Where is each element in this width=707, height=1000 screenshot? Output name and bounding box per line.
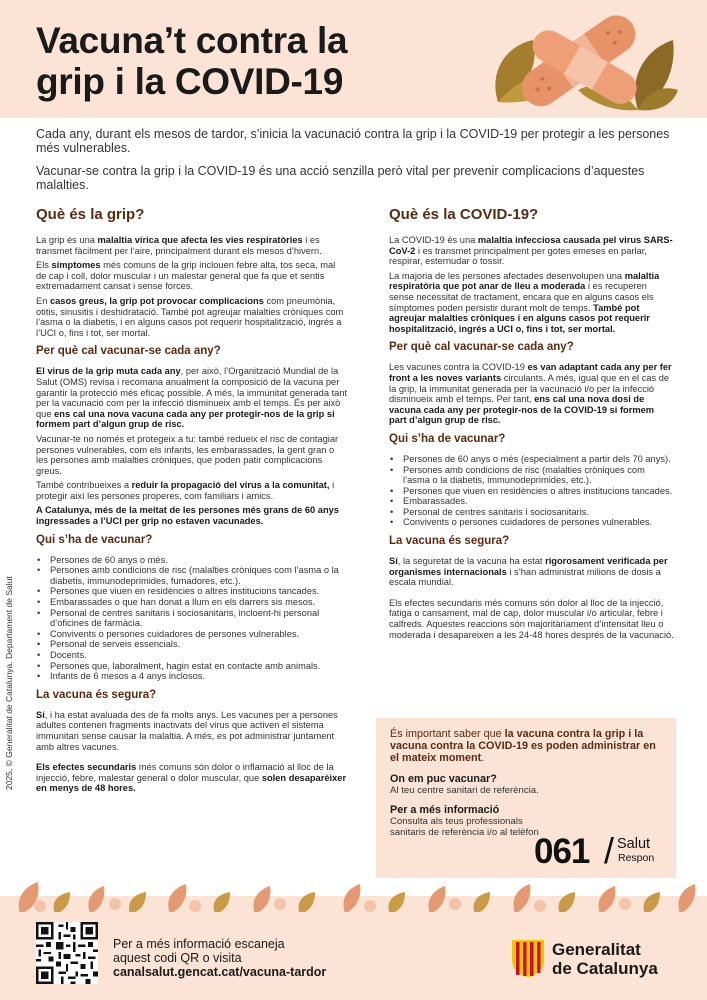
paragraph: A Catalunya, més de la meitat de les persones més grans de 60 anys ingressades a l’UCI per grip no estaven vacunades. bbox=[36, 505, 339, 527]
copyright-credit: 2025, © Generalitat de Catalunya. Departament de Salut bbox=[4, 576, 14, 790]
paragraph: La grip és una malaltia vírica que afecta les vies respiratòries i es transmet fàcilment per l’aire, principalment durant els mesos d’hivern. bbox=[36, 235, 322, 256]
subsection-heading: Per què cal vacunar-se cada any? bbox=[36, 345, 221, 358]
paragraph: També contribueixes a reduir la propagació del virus a la comunitat, i protegir així les persones properes, com familiars i amics. bbox=[36, 480, 335, 501]
salut-respon-sub: Respon bbox=[618, 852, 655, 864]
paragraph: Vacunar-te no només et protegeix a tu: també redueix el risc de contagiar persones vulnerables, com els infants, les embarassades, la gent gran o les persones amb malalties cròniques, que poden patir complicacions greus. bbox=[36, 433, 339, 476]
paragraph: Els efectes secundaris més comuns són dolor o inflamació al lloc de la injecció, febre, malestar general o dolor muscular, que solen desaparèixer en menys de 48 hores. bbox=[36, 762, 347, 794]
list-item: • Persones amb condicions de risc (malalties cròniques com l’asma o la diabetis, immunodeprimides, fumadores, etc.). bbox=[36, 565, 348, 586]
list-item: • Convivents o persones cuidadores de persones vulnerables. bbox=[389, 517, 674, 528]
list-item: • Embarassades. bbox=[389, 496, 674, 507]
paragraph: La majoria de les persones afectades desenvolupen una malaltia respiratòria que pot anar de lleu a moderada i es recuperen sense necessitat de tractament, encara que en alguns casos els símptomes poden persistir durant molt de temps. També pot agreujar malalties cròniques i en alguns casos pot requerir hospitalització, ingrés a UCI o, fins i tot, ser mortal. bbox=[389, 270, 660, 334]
flu-column bbox=[36, 203, 348, 798]
bullet-list bbox=[36, 555, 348, 682]
paragraph: La COVID-19 és una malaltia infecciosa causada pel virus SARS-CoV-2 i es transmet principalment per gotes emeses en parlar, respirar, esternudar o tossir. bbox=[389, 235, 673, 267]
paragraph: En casos greus, la grip pot provocar complicacions com pneumònia, otitis, sinusitis i deshidratació. També pot agreujar malalties cròniques com l’asma o la diabetis, i en alguns casos pot requerir hospitalització, ingrés a l’UCI o, fins i tot, ser mortal. bbox=[36, 295, 344, 338]
info-box bbox=[376, 718, 676, 878]
footer bbox=[0, 912, 707, 1000]
list-item: • Persones que viuen en residències o altres institucions tancades. bbox=[389, 486, 674, 497]
intro-paragraph: Vacunar-se contra la grip i la COVID-19 és una acció senzilla però vital per prevenir complicacions d’aquestes malalties. bbox=[36, 164, 645, 192]
subsection-heading: Qui s’ha de vacunar? bbox=[389, 432, 506, 445]
intro-paragraph: Cada any, durant els mesos de tardor, s’inicia la vacunació contra la grip i la COVID-19 per protegir a les persones més vulnerables. bbox=[36, 127, 670, 155]
list-item: • Persones que viuen en residències o altres institucions tancades. bbox=[36, 586, 348, 597]
list-item: • Persones de 60 anys o més. bbox=[36, 555, 348, 566]
info-highlight: És important saber que la vacuna contra la grip i la vacuna contra la COVID-19 es poden administrar en el mateix moment. bbox=[390, 728, 656, 764]
paragraph: Els símptomes més comuns de la grip inclouen febre alta, tos seca, mal de cap i coll, dolor muscular i un malestar general que fa que et sentis extremadament cansat i sense forces. bbox=[36, 260, 336, 292]
section-heading: Què és la grip? bbox=[36, 206, 145, 223]
salut-respon-word: Salut bbox=[617, 836, 651, 852]
intro-text bbox=[36, 127, 676, 201]
covid-column bbox=[389, 203, 674, 644]
paragraph: El virus de la grip muta cada any, per això, l’Organització Mundial de la Salut (OMS) revisa i recomana anualment la composició de la vacuna per garantir la protecció més eficaç possible. A més, la immunitat generada tant per la vacunació com per la infecció disminueix amb el temps. És per això que ens cal una nova vacuna cada any per protegir-nos de la grip si formem part d’algun grup de risc. bbox=[36, 366, 348, 430]
page-title: Vacuna’t contra la grip i la COVID-19 bbox=[36, 20, 348, 102]
paragraph: Els efectes secundaris més comuns són dolor al lloc de la injecció, fatiga o cansament, mal de cap, dolor muscular i/o articular, febre i calfreds. Aquestes reaccions són majoritàriament d’intensitat lleu o moderada i desapareixen a les 24-48 hores després de la vacunació. bbox=[389, 597, 674, 640]
subsection-heading: Qui s’ha de vacunar? bbox=[36, 533, 153, 546]
info-answer: Consulta als teus professionals sanitaris de referència i/o al telèfon bbox=[390, 816, 539, 838]
info-question: Per a més informació bbox=[390, 804, 500, 816]
subsection-heading: La vacuna és segura? bbox=[389, 535, 510, 548]
info-question: On em puc vacunar? bbox=[390, 773, 497, 785]
bullet-list bbox=[389, 454, 674, 528]
paragraph: Sí, i ha estat avaluada des de fa molts anys. Les vacunes per a persones adultes contenen fragments inactivats del virus que activen el sistema immunitari sense causar la malaltia. A més, es pot administrar juntament amb altres vacunes. bbox=[36, 709, 338, 752]
info-answer: Al teu centre sanitari de referència. bbox=[390, 785, 539, 796]
list-item: • Persones amb condicions de risc (malalties cròniques com l’asma o la diabetis, immunodeprimides, etc.). bbox=[389, 465, 674, 486]
salut-respon-slash: / bbox=[604, 830, 615, 871]
campaign-url-link[interactable]: canalsalut.gencat.cat/vacuna-tardor bbox=[113, 965, 327, 979]
list-item: • Convivents o persones cuidadores de persones vulnerables. bbox=[36, 629, 348, 640]
list-item: • Infants de 6 mesos a 4 anys inclosos. bbox=[36, 671, 348, 682]
header-banner bbox=[0, 0, 707, 118]
generalitat-name: Generalitat de Catalunya bbox=[552, 940, 658, 978]
section-heading: Què és la COVID-19? bbox=[389, 206, 539, 223]
subsection-heading: Per què cal vacunar-se cada any? bbox=[389, 341, 574, 354]
list-item: • Persones de 60 anys o més (especialment a partir dels 70 anys). bbox=[389, 454, 674, 465]
paragraph: Sí, la seguretat de la vacuna ha estat rigorosament verificada per organismes internacionals i s’han administrat milions de dosis a escala mundial. bbox=[389, 556, 668, 588]
list-item: • Personal de centres sanitaris i sociosanitaris. bbox=[389, 507, 674, 518]
list-item: • Embarassades o que han donat a llum en els darrers sis mesos. bbox=[36, 597, 348, 608]
list-item: • Personal de centres sanitaris i sociosanitaris, incloent-hi personal d’oficines de farmàcia. bbox=[36, 608, 348, 629]
list-item: • Persones que, laboralment, hagin estat en contacte amb animals. bbox=[36, 661, 348, 672]
autumn-leaves-border bbox=[0, 878, 707, 914]
paragraph: Les vacunes contra la COVID-19 es van adaptant cada any per fer front a les noves variants circulants. A més, igual que en el cas de la grip, la immunitat generada per la vacunació i/o per la infecció disminueix amb el temps. Per tant, ens cal una nova dosi de vacuna cada any per protegir-nos de la COVID-19 si formem part d’algun grup de risc. bbox=[389, 362, 672, 426]
bandage-leaves-illustration bbox=[478, 10, 678, 115]
footer-info-text: Per a més informació escaneja aquest codi QR o visita canalsalut.gencat.cat/vacuna-tardor bbox=[113, 937, 327, 979]
qr-code[interactable] bbox=[36, 922, 98, 984]
list-item: • Personal de serveis essencials. bbox=[36, 639, 348, 650]
generalitat-logo-icon bbox=[510, 938, 546, 978]
list-item: • Docents. bbox=[36, 650, 348, 661]
subsection-heading: La vacuna és segura? bbox=[36, 688, 157, 701]
salut-respon-number: 061 bbox=[534, 832, 590, 871]
